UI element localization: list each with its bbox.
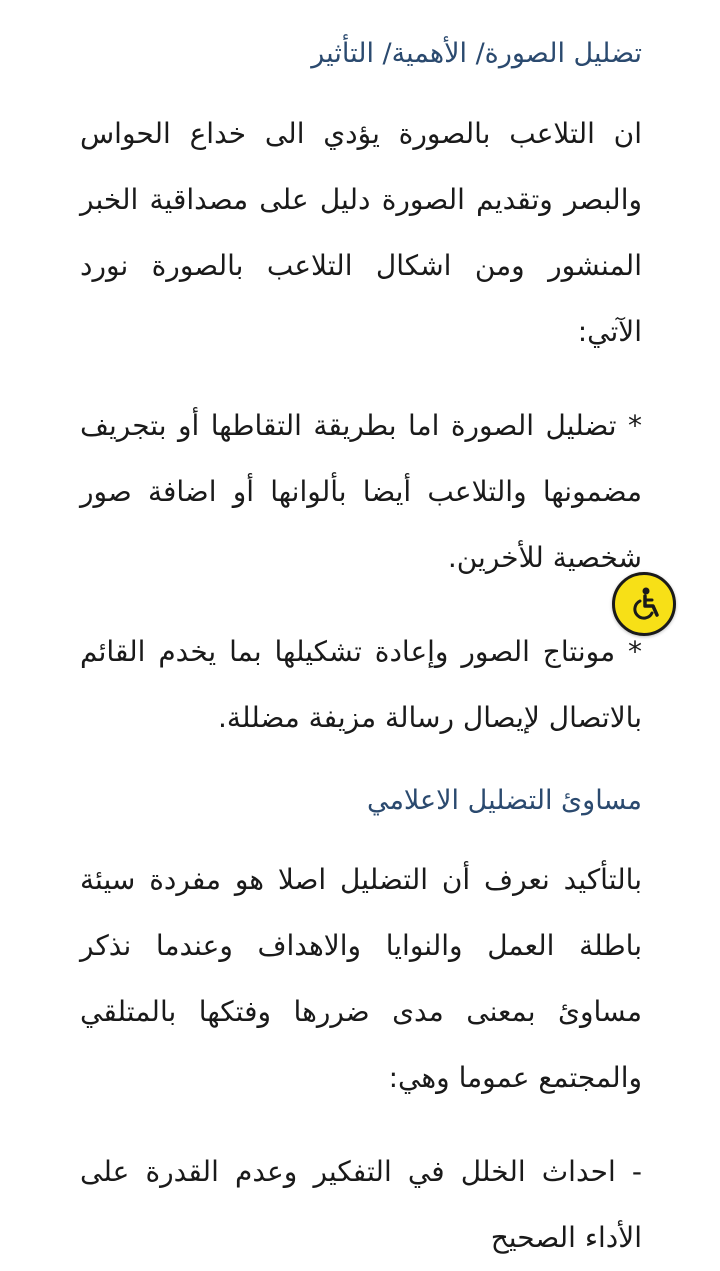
- paragraph-disadvantages-intro: بالتأكيد نعرف أن التضليل اصلا هو مفردة سيئة باطلة العمل والنوايا والاهداف وعندما نذكر مساوئ بمعنى مدى ضررها وفتكها بالمتلقي والمجتمع عموما وهي:: [80, 863, 642, 1094]
- paragraph-intro: ان التلاعب بالصورة يؤدي الى خداع الحواس والبصر وتقديم الصورة دليل على مصداقية الخبر المنشور ومن اشكال التلاعب بالصورة نورد الآتي:: [80, 116, 642, 348]
- section-heading-disadvantages: مساوئ التضليل الاعلامي: [366, 784, 642, 816]
- accessibility-button[interactable]: [612, 572, 676, 636]
- wheelchair-icon: [624, 584, 664, 624]
- paragraph-bullet-montage: * مونتاج الصور وإعادة تشكيلها بما يخدم القائم بالاتصال لإيصال رسالة مزيفة مضللة.: [80, 634, 642, 734]
- section-heading-image-misleading: تضليل الصورة/ الأهمية/ التأثير: [311, 38, 642, 69]
- paragraph-bullet-thinking: - احداث الخلل في التفكير وعدم القدرة على الأداء الصحيح: [80, 1155, 642, 1254]
- paragraph-bullet-capture: * تضليل الصورة اما بطريقة التقاطها أو بتجريف مضمونها والتلاعب أيضا بألوانها أو اضافة صور شخصية للأخرين.: [80, 408, 642, 574]
